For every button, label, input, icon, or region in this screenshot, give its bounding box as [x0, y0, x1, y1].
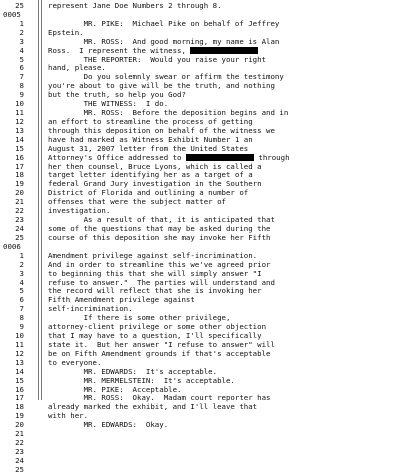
line-text [48, 37, 279, 46]
line-text-segment: some of the questions that may be asked during the [48, 224, 271, 233]
line-text-segment: And in order to streamline this we've agreed prior [48, 259, 271, 269]
line-text [48, 349, 270, 358]
line-number: 25 [15, 464, 24, 474]
line-text-segment: that I may have to a question, I'll specifically [48, 331, 262, 341]
line-text-segment: MR. PIKE: Acceptable. [48, 384, 182, 394]
line-text-segment: MR. PIKE: Michael Pike on behalf of Jeffrey [48, 18, 280, 28]
margin-rule [41, 0, 42, 400]
line-text-segment: through this deposition on behalf of the witness we [48, 125, 275, 135]
line-text-segment: already marked the exhibit, and I'll leave that [48, 402, 258, 412]
line-number: 13 [15, 125, 24, 135]
line-text [48, 393, 270, 402]
line-text-segment: but the truth, so help you God? [48, 90, 186, 100]
line-text-segment: target letter identifying her as a target of a [48, 170, 253, 180]
line-text-segment: MR. EDWARDS: It's acceptable. [48, 366, 218, 376]
line-text [48, 224, 270, 233]
line-number: 10 [15, 331, 24, 341]
line-text-segment: THE REPORTER: Would you raise your right [48, 54, 267, 64]
line-number: 6 [19, 295, 24, 305]
line-number: 21 [15, 197, 24, 207]
line-text-segment: Fifth Amendment privilege against [48, 295, 195, 305]
line-text-segment: to everyone. [48, 357, 102, 367]
line-number: 3 [19, 268, 24, 278]
redaction-bar [186, 154, 254, 161]
line-text-segment: federal Grand Jury investigation in the Southern [48, 179, 262, 189]
line-text-segment: August 31, 2007 letter from the United States [48, 143, 249, 153]
line-number: 10 [15, 99, 24, 109]
line-number: 17 [15, 393, 24, 403]
line-number: 4 [19, 45, 24, 55]
line-text [48, 170, 253, 179]
line-number: 23 [15, 447, 24, 456]
line-text-segment: hand, please. [48, 63, 106, 73]
line-number: 25 [15, 232, 24, 242]
line-text [48, 385, 182, 394]
line-number: 22 [15, 438, 24, 448]
line-number: 15 [15, 143, 24, 153]
line-text-segment: MR. ROSS: And good morning, my name is Alan [48, 36, 280, 46]
line-text-segment: attorney-client privilege or some other objection [48, 322, 267, 332]
line-text-segment: MR. ROSS: Okay. Madam court reporter has [48, 393, 271, 403]
line-text-segment: represent Jane Doe Numbers 2 through 8. [48, 1, 222, 10]
line-text-segment: Do you solemnly swear or affirm the testimony [48, 72, 284, 82]
line-text [48, 117, 253, 126]
margin-rule [38, 0, 39, 400]
line-text-segment: self-incrimination. [48, 304, 133, 314]
line-text-segment: District of Florida and outlining a number of [48, 188, 249, 198]
line-text [48, 63, 106, 72]
line-number: 1 [19, 18, 24, 28]
line-number: 2 [19, 27, 24, 37]
line-text [48, 99, 168, 108]
line-text [48, 90, 186, 99]
redaction-bar [190, 47, 258, 54]
line-text [48, 420, 168, 429]
line-text [48, 358, 101, 367]
line-text [48, 179, 262, 188]
line-text [48, 304, 133, 313]
line-number: 17 [15, 161, 24, 171]
line-number: 16 [15, 152, 24, 162]
line-text-segment: MR. MERMELSTEIN: It's acceptable. [48, 375, 235, 385]
line-text [48, 340, 275, 349]
line-text [48, 215, 275, 224]
line-number: 7 [19, 304, 24, 314]
line-text-segment: her then counsel, Bruce Lyons, which is called a [48, 161, 262, 171]
line-number: 11 [15, 339, 24, 349]
line-text [48, 367, 217, 376]
line-text-segment: to beginning this that she will simply answer "I [48, 268, 262, 278]
line-number: 20 [15, 420, 24, 430]
line-number: 5 [19, 54, 24, 64]
line-number: 9 [19, 322, 24, 332]
line-text [48, 19, 279, 28]
line-number: 16 [15, 384, 24, 394]
line-number: 15 [15, 375, 24, 385]
line-text [48, 313, 230, 322]
line-text [48, 295, 195, 304]
line-number: 8 [19, 313, 24, 323]
line-number: 1 [19, 250, 24, 260]
line-text-segment: MR. ROSS: Before the deposition begins and in [48, 108, 289, 118]
line-text-segment: Epstein. [48, 27, 84, 37]
line-number: 18 [15, 170, 24, 180]
line-text-segment: you're about to give will be the truth, and nothing [48, 81, 275, 91]
line-text [48, 197, 226, 206]
line-text-segment: Attorney's Office addressed to [48, 152, 186, 162]
line-text-segment: offenses that were the subject matter of [48, 197, 226, 207]
line-text-segment: MR. EDWARDS: Okay. [48, 420, 169, 430]
line-text-segment: have had marked as Witness Exhibit Number 1 an [48, 134, 253, 144]
line-number: 14 [15, 134, 24, 144]
line-number: 5 [19, 286, 24, 296]
line-text-segment: be on Fifth Amendment grounds if that's acceptable [48, 348, 271, 358]
line-number: 23 [15, 215, 24, 225]
line-text-segment: through [253, 152, 290, 162]
line-number: 21 [15, 429, 24, 439]
line-number: 18 [15, 402, 24, 412]
line-text [48, 81, 275, 90]
line-text-segment: the record will reflect that she is invoking her [48, 286, 262, 296]
line-number: 9 [19, 90, 24, 100]
line-number: 6 [19, 63, 24, 73]
line-text-segment: course of this deposition she may invoke her Fifth [48, 232, 271, 242]
line-number: 12 [15, 116, 24, 126]
line-text [48, 108, 288, 117]
line-text [48, 135, 253, 144]
line-text [48, 322, 266, 331]
line-text-segment: THE WITNESS: I do. [48, 99, 169, 109]
line-text [48, 206, 110, 215]
line-text [48, 331, 262, 340]
line-text-segment: investigation. [48, 206, 111, 216]
line-number: 24 [15, 224, 24, 233]
line-text-segment: Amendment privilege against self-incrimination. [48, 250, 258, 260]
line-text [48, 28, 84, 37]
page-number: 0006 [3, 241, 21, 251]
line-number: 3 [19, 36, 24, 46]
line-text [48, 278, 275, 287]
line-number: 11 [15, 108, 24, 118]
line-text-segment: If there is some other privilege, [48, 313, 231, 323]
line-text [48, 188, 248, 197]
line-number: 13 [15, 357, 24, 367]
line-text [48, 402, 257, 411]
line-number: 2 [19, 259, 24, 269]
line-text [48, 376, 235, 385]
line-text [48, 260, 270, 269]
line-text [48, 126, 275, 135]
line-text [48, 269, 262, 278]
line-number: 4 [19, 277, 24, 287]
line-number: 24 [15, 455, 24, 465]
line-text-segment: an effort to streamline the process of getting [48, 116, 253, 126]
page-number: 0005 [3, 9, 21, 19]
line-text-segment: with her. [48, 411, 89, 421]
line-text [48, 46, 258, 55]
line-text [48, 162, 262, 171]
line-text [48, 286, 262, 295]
line-text [48, 55, 266, 64]
line-number: 22 [15, 206, 24, 216]
line-number: 19 [15, 179, 24, 189]
line-text [48, 144, 248, 153]
line-number: 8 [19, 81, 24, 91]
line-text [48, 251, 257, 260]
line-text [48, 153, 290, 162]
line-text-segment: As a result of that, it is anticipated that [48, 215, 275, 225]
line-text-segment: refuse to answer." The parties will understand and [48, 277, 275, 287]
line-text [48, 411, 88, 420]
line-number: 20 [15, 188, 24, 198]
line-number: 19 [15, 411, 24, 421]
line-text-segment: Ross. I represent the witness, [48, 45, 191, 55]
line-number: 14 [15, 366, 24, 376]
line-text [48, 72, 284, 81]
line-number: 12 [15, 348, 24, 358]
line-number: 7 [19, 72, 24, 82]
line-text [48, 233, 270, 242]
line-text-segment: state it. But her answer "I refuse to answer" will [48, 339, 275, 349]
line-text [48, 1, 222, 10]
line-number: 25 [15, 1, 24, 10]
